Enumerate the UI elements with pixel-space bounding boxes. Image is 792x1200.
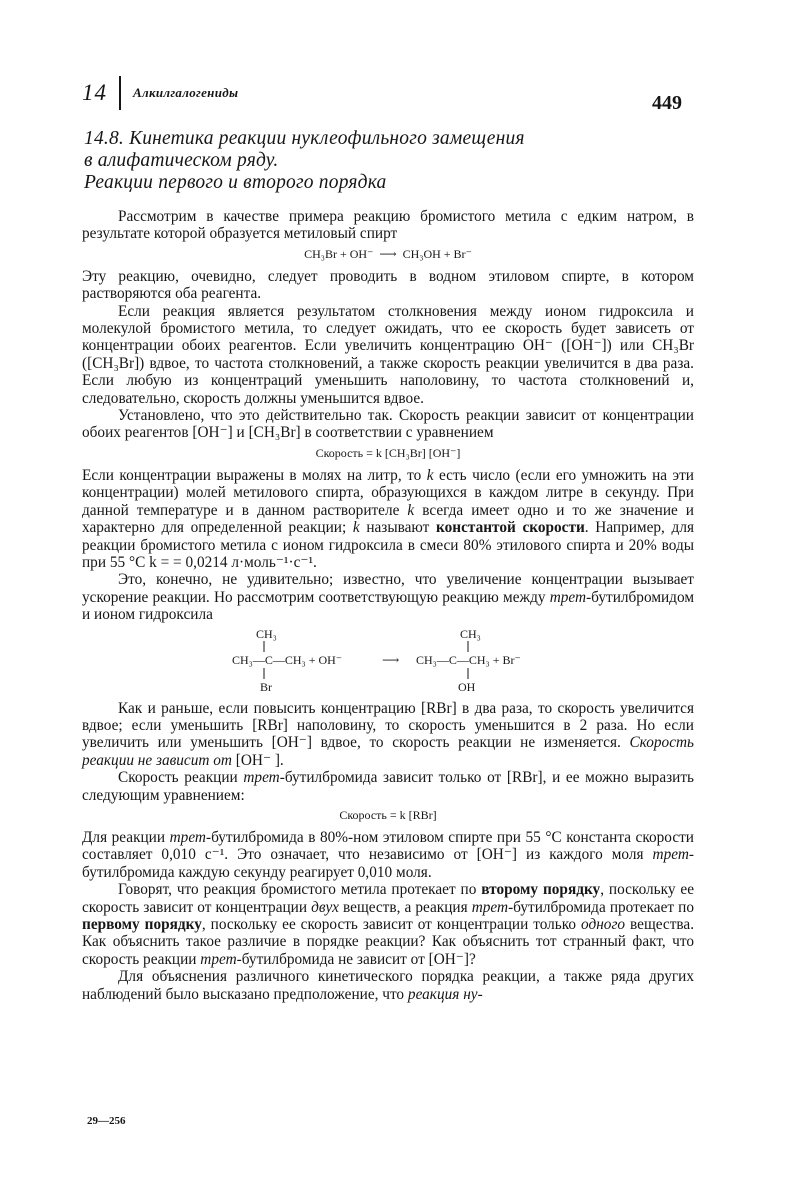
paragraph [82, 881, 694, 968]
text-run: веществ, а реакция [343, 898, 468, 916]
text-run: Как и раньше, если повысить концентрацию [RBr] в два раза, то скорость увеличится вдвое; если уменьшить [RBr] наполовину, то скорость уменьшится в 2 раза. Но если увеличить или уменьшить [OH⁻] вдвое, то скорость реакции не изменяется. [82, 699, 694, 752]
term-bold: первому порядку [82, 916, 202, 933]
rate-equation-second-order: Скорость = k [CH₃Br] [OH⁻] [315, 445, 461, 460]
tert-prefix: трет [169, 828, 206, 846]
text-run: вещества. Как объяснить такое различие в порядке реакции? Как объяснить тот странный факт, что скорость реакции [82, 916, 695, 968]
page-number: 449 [652, 92, 682, 114]
paragraph: Если реакция является результатом столкновения между ионом гидроксила и молекулой бромистого метила, то следует ожидать, что ее скорость будет зависеть от концентрации обоих реагентов. Если увеличить концентрацию OH⁻ ([OH⁻]) или CH₃Br ([CH₃Br]) вдвое, то частота столкновений, а также скорость реакции увеличится в два раза. Если любую из концентраций уменьшить наполовину, то частота столкновений и, следовательно, скорость должны уменьшится вдвое. [82, 302, 694, 407]
text-run: -бутилбромида в 80%-ном этиловом спирте при 55 °С константа скорости составляет 0,010 с⁻¹. Это означает, что независимо от [OH⁻] из каждого моля [82, 828, 694, 864]
rate-constant-symbol: k [426, 466, 434, 484]
right-chain: CH₃—C—CH₃ + Br⁻ [416, 652, 521, 667]
equation-products: CH₃OH + Br⁻ [402, 246, 472, 261]
equation-reactants: CH₃Br + OH⁻ [304, 246, 374, 261]
emphasis-italic: одного [581, 916, 626, 933]
text-run: всегда имеет одно и то же значение и характерно для определенной реакции; [82, 501, 694, 537]
tert-prefix: трет [200, 950, 237, 968]
text-run: -бутилбромида зависит только от [RBr], и ее можно выразить следующим уравнением: [82, 769, 694, 804]
section-title-line: 14.8. Кинетика реакции нуклеофильного замещения [84, 128, 525, 149]
reaction-arrow: ⟶ [382, 652, 400, 667]
running-header [82, 76, 238, 110]
methyl-top-left: CH₃ [256, 626, 277, 641]
paragraph [82, 968, 694, 1003]
section-title-line: Реакции первого и второго порядка [84, 172, 387, 193]
tert-butyl-bromide-reaction-scheme [232, 626, 572, 694]
reaction-arrow: ⟶ [379, 246, 397, 261]
bromine-substituent: Br [260, 679, 272, 694]
methyl-top-right: CH₃ [460, 626, 481, 641]
text-run: [OH⁻ ]. [235, 751, 284, 769]
tert-prefix: трет [471, 898, 509, 916]
text-run: есть число (если его умножить на эти концентрации) молей метилового спирта, образующихся в каждом литре в секунду. При данной температуре и в данном растворителе [82, 466, 694, 519]
paragraph [82, 829, 694, 881]
header-rule [119, 76, 121, 110]
equation-methyl-bromide [82, 247, 694, 262]
hydroxyl-substituent: OH [458, 679, 476, 694]
text-run: . Например, для реакции бромистого метила с ионом гидроксила в смеси 80% этилового спирта и 20% воды при 55 °С k = = 0,0214 л·моль⁻¹·с⁻¹. [82, 519, 694, 571]
left-chain: CH₃—C—CH₃ + OH⁻ [232, 652, 343, 667]
text-run: -бутилбромида каждую секунду реагирует 0,010 моля. [82, 846, 694, 881]
tert-prefix: трет [243, 769, 280, 787]
text-run: называют [366, 519, 430, 537]
tert-prefix: трет [549, 588, 587, 606]
paragraph [82, 700, 694, 770]
text-run: -бутилбромидом и ионом гидроксила [82, 588, 695, 624]
emphasis-italic: двух [311, 898, 339, 916]
text-run: Для реакции [82, 828, 166, 846]
paragraph: Эту реакцию, очевидно, следует проводить в водном этиловом спирте, в котором растворяются оба реагента. [82, 267, 694, 303]
text-run: , поскольку ее скорость зависит от концентрации только [201, 916, 577, 933]
paragraph [82, 571, 694, 623]
text-run: Для объяснения различного кинетического порядка реакции, а также ряда других наблюдений было высказано предположение, что [82, 968, 694, 1003]
rate-constant-symbol: k [352, 519, 360, 537]
emphasis-italic: Скорость реакции не зависит от [82, 734, 694, 769]
paragraph: Установлено, что это действительно так. Скорость реакции зависит от концентрации обоих реагентов [OH⁻] и [CH₃Br] в соответствии с уравнением [82, 407, 694, 442]
chapter-title: Алкилгалогениды [133, 85, 239, 100]
section-title [84, 128, 704, 194]
rate-constant-symbol: k [407, 501, 415, 519]
chapter-number: 14 [82, 80, 107, 105]
emphasis-italic: реакция ну- [407, 985, 483, 1003]
rate-equation-first-order: Скорость = k [RBr] [339, 807, 437, 822]
signature-mark: 29—256 [87, 1115, 126, 1127]
text-run: Говорят, что реакция бромистого метила протекает по [118, 881, 477, 899]
text-run: Если концентрации выражены в молях на литр, то [82, 466, 422, 484]
body-text [82, 208, 694, 1003]
paragraph [82, 769, 694, 804]
text-run: Скорость реакции [118, 769, 238, 787]
section-title-line: в алифатическом ряду. [84, 150, 279, 171]
term-bold: второму порядку [481, 881, 601, 899]
term-bold: константой скорости [436, 519, 585, 537]
paragraph: Рассмотрим в качестве примера реакцию бромистого метила с едким натром, в результате которой образуется метиловый спирт [82, 208, 694, 243]
text-run: , поскольку ее скорость зависит от концентрации [82, 881, 694, 916]
tert-prefix: трет [652, 846, 689, 864]
text-run: -бутилбромида не зависит от [OH⁻]? [236, 950, 476, 968]
text-run: Это, конечно, не удивительно; известно, что увеличение концентрации вызывает ускорение реакции. Но рассмотрим соответствующую реакцию между [82, 571, 694, 606]
paragraph [82, 467, 694, 571]
text-run: -бутилбромида протекает по [508, 898, 694, 916]
